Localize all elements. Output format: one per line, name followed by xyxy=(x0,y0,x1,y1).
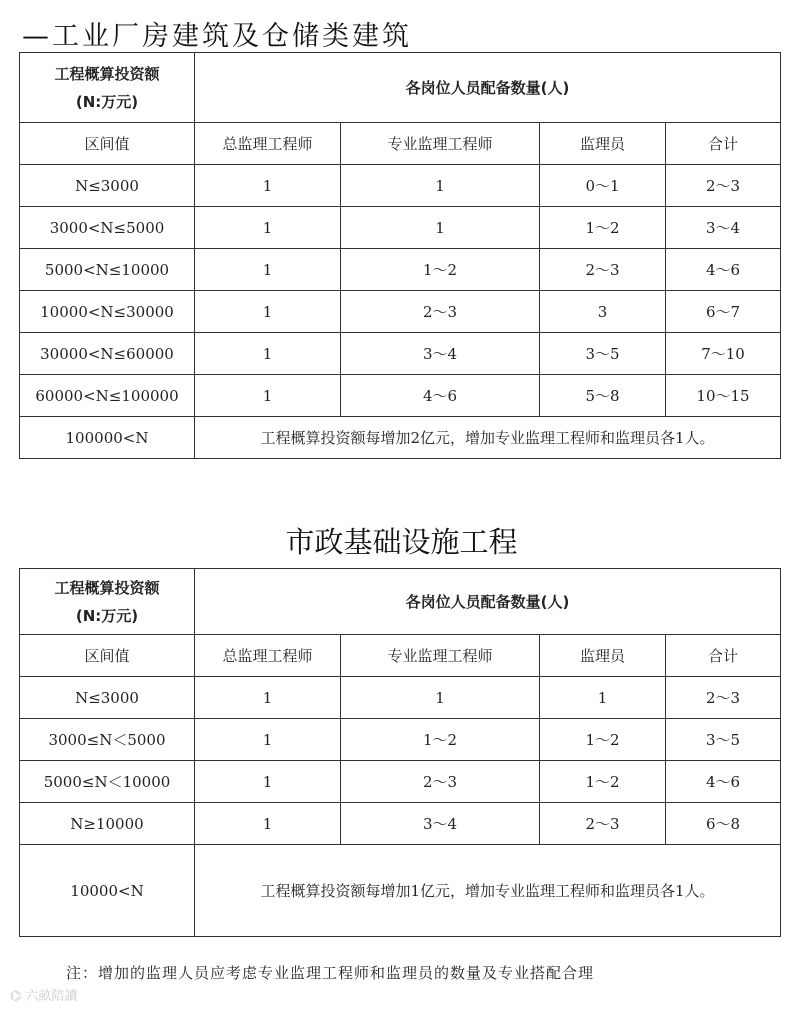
cell-professional: 2～3 xyxy=(341,291,540,333)
cell-supervisor: 1～2 xyxy=(540,761,666,803)
cell-chief: 1 xyxy=(195,677,341,719)
cell-range: N≤3000 xyxy=(20,165,195,207)
cell-chief: 1 xyxy=(195,165,341,207)
col-supervisor: 监理员 xyxy=(540,635,666,677)
table-header-row xyxy=(20,53,781,123)
table-row xyxy=(20,249,781,291)
staff-header: 各岗位人员配备数量(人) xyxy=(195,569,781,635)
table-row xyxy=(20,375,781,417)
table-header-row xyxy=(20,569,781,635)
table-row xyxy=(20,719,781,761)
staff-header: 各岗位人员配备数量(人) xyxy=(195,53,781,123)
cell-supervisor: 3～5 xyxy=(540,333,666,375)
table-row-last xyxy=(20,845,781,937)
table-row xyxy=(20,207,781,249)
col-supervisor: 监理员 xyxy=(540,123,666,165)
col-total: 合计 xyxy=(666,123,781,165)
watermark-text: 六畝陪讀 xyxy=(25,989,78,1004)
column-header-row xyxy=(20,635,781,677)
cell-chief: 1 xyxy=(195,375,341,417)
cell-supervisor: 0～1 xyxy=(540,165,666,207)
cell-total: 6～7 xyxy=(666,291,781,333)
table-row xyxy=(20,165,781,207)
table-row xyxy=(20,291,781,333)
cell-range: 30000<N≤60000 xyxy=(20,333,195,375)
col-professional: 专业监理工程师 xyxy=(341,635,540,677)
cell-range: 10000<N≤30000 xyxy=(20,291,195,333)
cell-professional: 3～4 xyxy=(341,333,540,375)
column-header-row xyxy=(20,123,781,165)
col-chief: 总监理工程师 xyxy=(195,123,341,165)
cell-professional: 1 xyxy=(341,165,540,207)
section1-title: —工业厂房建筑及仓储类建筑 xyxy=(22,21,412,52)
table-row-last xyxy=(20,417,781,459)
cell-total: 2～3 xyxy=(666,677,781,719)
table-industrial xyxy=(19,52,781,459)
cell-range: 5000≤N＜10000 xyxy=(20,761,195,803)
cell-chief: 1 xyxy=(195,291,341,333)
cell-professional: 1 xyxy=(341,677,540,719)
cell-range: 60000<N≤100000 xyxy=(20,375,195,417)
cell-total: 10～15 xyxy=(666,375,781,417)
cell-total: 6～8 xyxy=(666,803,781,845)
invest-header: 工程概算投资额 (N:万元) xyxy=(20,569,195,635)
cell-professional: 1～2 xyxy=(341,249,540,291)
cell-total: 3～5 xyxy=(666,719,781,761)
col-chief: 总监理工程师 xyxy=(195,635,341,677)
cell-total: 7～10 xyxy=(666,333,781,375)
cell-chief: 1 xyxy=(195,761,341,803)
cell-chief: 1 xyxy=(195,333,341,375)
cell-supervisor: 2～3 xyxy=(540,249,666,291)
cell-supervisor: 1～2 xyxy=(540,207,666,249)
cell-professional: 3～4 xyxy=(341,803,540,845)
footnote: 注：增加的监理人员应考虑专业监理工程师和监理员的数量及专业搭配合理 xyxy=(66,964,595,982)
cell-range: 5000<N≤10000 xyxy=(20,249,195,291)
table-row xyxy=(20,803,781,845)
cell-range: 3000≤N＜5000 xyxy=(20,719,195,761)
table-row xyxy=(20,761,781,803)
cell-range: 100000<N xyxy=(20,417,195,459)
cell-total: 3～4 xyxy=(666,207,781,249)
cell-rule-note: 工程概算投资额每增加2亿元，增加专业监理工程师和监理员各1人。 xyxy=(195,417,781,459)
section2-title: 市政基础设施工程 xyxy=(285,525,518,559)
cell-supervisor: 1 xyxy=(540,677,666,719)
invest-header: 工程概算投资额 (N:万元) xyxy=(20,53,195,123)
cell-total: 2～3 xyxy=(666,165,781,207)
cell-rule-note: 工程概算投资额每增加1亿元，增加专业监理工程师和监理员各1人。 xyxy=(195,845,781,937)
table-row xyxy=(20,333,781,375)
watermark xyxy=(10,985,78,1004)
cell-range: 10000<N xyxy=(20,845,195,937)
cell-range: N≥10000 xyxy=(20,803,195,845)
cell-chief: 1 xyxy=(195,249,341,291)
cell-supervisor: 3 xyxy=(540,291,666,333)
col-range: 区间值 xyxy=(20,123,195,165)
cell-professional: 4～6 xyxy=(341,375,540,417)
col-professional: 专业监理工程师 xyxy=(341,123,540,165)
cell-professional: 2～3 xyxy=(341,761,540,803)
cell-chief: 1 xyxy=(195,719,341,761)
table-row xyxy=(20,677,781,719)
cell-range: N≤3000 xyxy=(20,677,195,719)
cell-chief: 1 xyxy=(195,207,341,249)
col-range: 区间值 xyxy=(20,635,195,677)
cell-professional: 1～2 xyxy=(341,719,540,761)
table-municipal xyxy=(19,568,781,937)
cell-range: 3000<N≤5000 xyxy=(20,207,195,249)
cell-total: 4～6 xyxy=(666,249,781,291)
cell-professional: 1 xyxy=(341,207,540,249)
cell-chief: 1 xyxy=(195,803,341,845)
watermark-logo-icon: ⌬ xyxy=(10,989,22,1004)
cell-supervisor: 2～3 xyxy=(540,803,666,845)
cell-total: 4～6 xyxy=(666,761,781,803)
col-total: 合计 xyxy=(666,635,781,677)
cell-supervisor: 5～8 xyxy=(540,375,666,417)
cell-supervisor: 1～2 xyxy=(540,719,666,761)
